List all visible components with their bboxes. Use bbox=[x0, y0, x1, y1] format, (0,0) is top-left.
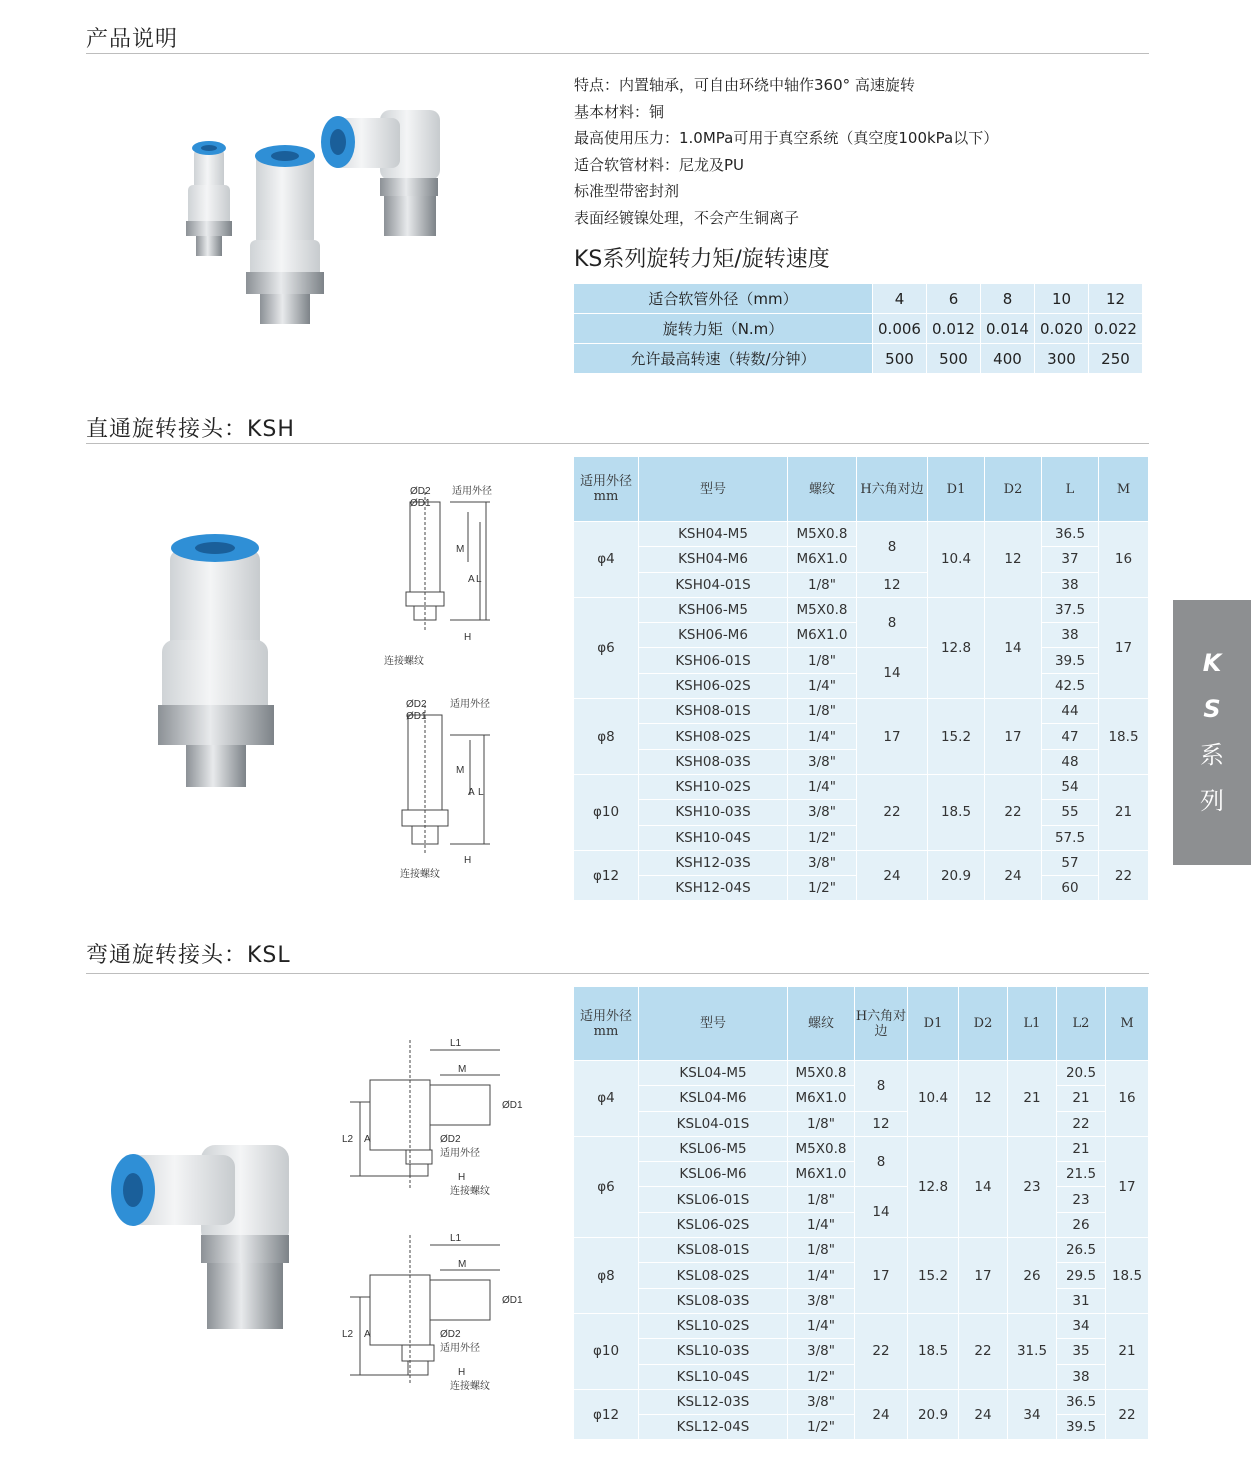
thread-cell: M5X0.8 bbox=[788, 1061, 855, 1086]
drawing-label: A bbox=[468, 574, 475, 585]
col-header: 型号 bbox=[639, 457, 788, 522]
row-label: 旋转力矩（N.m） bbox=[574, 314, 873, 344]
hex-cell: 22 bbox=[855, 1313, 908, 1389]
size-cell: φ4 bbox=[574, 522, 639, 598]
size-cell: φ10 bbox=[574, 1313, 639, 1389]
table-cell: 0.014 bbox=[981, 314, 1035, 344]
D2-cell: 17 bbox=[985, 699, 1042, 775]
model-cell: KSL06-02S bbox=[639, 1212, 788, 1237]
model-cell: KSH08-01S bbox=[639, 699, 788, 724]
hex-cell: 12 bbox=[855, 1111, 908, 1136]
table-cell: 12 bbox=[1089, 284, 1143, 314]
col-header: M bbox=[1106, 987, 1149, 1061]
size-cell: φ8 bbox=[574, 1238, 639, 1314]
M-cell: 22 bbox=[1099, 850, 1149, 901]
drawing-label: ØD1 bbox=[410, 498, 431, 509]
col-header: D1 bbox=[908, 987, 959, 1061]
table-cell: 250 bbox=[1089, 344, 1143, 374]
L2-cell: 20.5 bbox=[1057, 1061, 1106, 1086]
table-row bbox=[574, 344, 1143, 374]
col-header: D2 bbox=[959, 987, 1008, 1061]
M-cell: 21 bbox=[1106, 1313, 1149, 1389]
table-cell: 0.006 bbox=[873, 314, 927, 344]
table-row bbox=[574, 522, 1149, 547]
table-cell: 4 bbox=[873, 284, 927, 314]
L2-cell: 22 bbox=[1057, 1111, 1106, 1136]
D2-cell: 24 bbox=[985, 850, 1042, 901]
feature-item: 表面经镀镍处理，不会产生铜离子 bbox=[574, 208, 800, 227]
features-list bbox=[574, 72, 998, 231]
table-row bbox=[574, 314, 1143, 344]
drawing-label: L2 bbox=[342, 1134, 354, 1145]
D1-cell: 15.2 bbox=[908, 1238, 959, 1314]
L2-cell: 39.5 bbox=[1057, 1415, 1106, 1440]
L1-cell: 31.5 bbox=[1008, 1313, 1057, 1389]
D2-cell: 12 bbox=[959, 1061, 1008, 1137]
model-cell: KSH04-M5 bbox=[639, 522, 788, 547]
hex-cell: 8 bbox=[855, 1061, 908, 1112]
table-row bbox=[574, 572, 1149, 597]
table-cell: 0.020 bbox=[1035, 314, 1089, 344]
thread-cell: M6X1.0 bbox=[788, 547, 857, 572]
L2-cell: 31 bbox=[1057, 1288, 1106, 1313]
L1-cell: 23 bbox=[1008, 1136, 1057, 1237]
thread-cell: M6X1.0 bbox=[788, 623, 857, 648]
hex-cell: 24 bbox=[857, 850, 928, 901]
row-label: 适合软管外径（mm） bbox=[574, 284, 873, 314]
M-cell: 16 bbox=[1106, 1061, 1149, 1137]
table-row bbox=[574, 1136, 1149, 1161]
L-cell: 37 bbox=[1042, 547, 1099, 572]
M-cell: 18.5 bbox=[1099, 699, 1149, 775]
model-cell: KSH06-01S bbox=[639, 648, 788, 673]
D1-cell: 18.5 bbox=[928, 774, 985, 850]
model-cell: KSL08-02S bbox=[639, 1263, 788, 1288]
ksl-drawing-1 bbox=[340, 1030, 530, 1200]
M-cell: 22 bbox=[1106, 1389, 1149, 1440]
model-cell: KSH06-M6 bbox=[639, 623, 788, 648]
hex-cell: 8 bbox=[857, 522, 928, 573]
L-cell: 38 bbox=[1042, 623, 1099, 648]
D1-cell: 10.4 bbox=[928, 522, 985, 598]
table-cell: 0.022 bbox=[1089, 314, 1143, 344]
table-cell: 400 bbox=[981, 344, 1035, 374]
drawing-label: A bbox=[468, 787, 475, 798]
drawing-label: ØD2 bbox=[440, 1329, 461, 1340]
hex-cell: 22 bbox=[857, 774, 928, 850]
feature-item: 最高使用压力：1.0MPa可用于真空系统（真空度100kPa以下） bbox=[574, 129, 999, 147]
L1-cell: 34 bbox=[1008, 1389, 1057, 1440]
model-cell: KSL04-M6 bbox=[639, 1086, 788, 1111]
ksl-drawing-2 bbox=[340, 1225, 530, 1395]
drawing-label: ØD2 bbox=[406, 699, 427, 710]
thread-cell: 3/8" bbox=[788, 1389, 855, 1414]
table-row bbox=[574, 1061, 1149, 1086]
size-cell: φ8 bbox=[574, 699, 639, 775]
col-header: 螺纹 bbox=[788, 457, 857, 522]
L2-cell: 21 bbox=[1057, 1136, 1106, 1161]
drawing-label: 连接螺纹 bbox=[400, 869, 440, 880]
thread-cell: 3/8" bbox=[788, 749, 857, 774]
hex-cell: 14 bbox=[855, 1187, 908, 1238]
D2-cell: 24 bbox=[959, 1389, 1008, 1440]
L-cell: 38 bbox=[1042, 572, 1099, 597]
drawing-label: L1 bbox=[450, 1233, 462, 1244]
model-cell: KSL12-04S bbox=[639, 1415, 788, 1440]
hex-cell: 17 bbox=[857, 699, 928, 775]
thread-cell: 1/8" bbox=[788, 572, 857, 597]
divider bbox=[86, 973, 1149, 974]
divider bbox=[86, 53, 1149, 54]
thread-cell: 1/4" bbox=[788, 1263, 855, 1288]
model-cell: KSL12-03S bbox=[639, 1389, 788, 1414]
D1-cell: 12.8 bbox=[908, 1136, 959, 1237]
L2-cell: 38 bbox=[1057, 1364, 1106, 1389]
thread-cell: 1/2" bbox=[788, 876, 857, 901]
table-cell: 300 bbox=[1035, 344, 1089, 374]
drawing-label: ØD1 bbox=[502, 1295, 523, 1306]
hex-cell: 24 bbox=[855, 1389, 908, 1440]
sidebar-char: 系 bbox=[1200, 741, 1224, 769]
model-cell: KSH10-03S bbox=[639, 800, 788, 825]
thread-cell: 1/8" bbox=[788, 1187, 855, 1212]
size-cell: φ6 bbox=[574, 1136, 639, 1237]
L-cell: 36.5 bbox=[1042, 522, 1099, 547]
L2-cell: 29.5 bbox=[1057, 1263, 1106, 1288]
L-cell: 48 bbox=[1042, 749, 1099, 774]
L-cell: 44 bbox=[1042, 699, 1099, 724]
L-cell: 57 bbox=[1042, 850, 1099, 875]
hex-cell: 14 bbox=[857, 648, 928, 699]
col-header: 适用外径mm bbox=[574, 987, 639, 1061]
col-header: D2 bbox=[985, 457, 1042, 522]
ksl-spec-table bbox=[573, 986, 1149, 1440]
D1-cell: 12.8 bbox=[928, 597, 985, 698]
drawing-label: H bbox=[464, 855, 472, 866]
drawing-label: A bbox=[364, 1134, 371, 1145]
col-header: H六角对边 bbox=[855, 987, 908, 1061]
M-cell: 17 bbox=[1106, 1136, 1149, 1237]
thread-cell: 3/8" bbox=[788, 1339, 855, 1364]
D1-cell: 20.9 bbox=[928, 850, 985, 901]
series-sidebar-tab bbox=[1173, 600, 1251, 865]
drawing-label: H bbox=[464, 632, 472, 643]
D2-cell: 22 bbox=[959, 1313, 1008, 1389]
sidebar-char: 列 bbox=[1200, 787, 1224, 815]
L-cell: 42.5 bbox=[1042, 673, 1099, 698]
L1-cell: 21 bbox=[1008, 1061, 1057, 1137]
divider bbox=[86, 443, 1149, 444]
table-row bbox=[574, 1187, 1149, 1212]
thread-cell: M5X0.8 bbox=[788, 522, 857, 547]
table-row bbox=[574, 1111, 1149, 1136]
drawing-label: 适用外径 bbox=[440, 1148, 480, 1159]
M-cell: 17 bbox=[1099, 597, 1149, 698]
L2-cell: 35 bbox=[1057, 1339, 1106, 1364]
model-cell: KSH04-01S bbox=[639, 572, 788, 597]
D2-cell: 22 bbox=[985, 774, 1042, 850]
ksh-drawing-2 bbox=[380, 695, 510, 885]
table-row bbox=[574, 699, 1149, 724]
model-cell: KSL08-01S bbox=[639, 1238, 788, 1263]
table-row bbox=[574, 774, 1149, 799]
L-cell: 55 bbox=[1042, 800, 1099, 825]
table-header-row bbox=[574, 987, 1149, 1061]
L-cell: 47 bbox=[1042, 724, 1099, 749]
D2-cell: 12 bbox=[985, 522, 1042, 598]
feature-item: 标准型带密封剂 bbox=[574, 182, 680, 200]
col-header: L2 bbox=[1057, 987, 1106, 1061]
drawing-label: M bbox=[456, 765, 465, 776]
model-cell: KSL10-04S bbox=[639, 1364, 788, 1389]
section-title-ksl: 弯通旋转接头：KSL bbox=[86, 943, 291, 968]
M-cell: 18.5 bbox=[1106, 1238, 1149, 1314]
L-cell: 37.5 bbox=[1042, 597, 1099, 622]
L-cell: 39.5 bbox=[1042, 648, 1099, 673]
model-cell: KSL08-03S bbox=[639, 1288, 788, 1313]
table-row bbox=[574, 597, 1149, 622]
D1-cell: 18.5 bbox=[908, 1313, 959, 1389]
col-header: D1 bbox=[928, 457, 985, 522]
L-cell: 60 bbox=[1042, 876, 1099, 901]
D2-cell: 14 bbox=[959, 1136, 1008, 1237]
M-cell: 21 bbox=[1099, 774, 1149, 850]
hex-cell: 12 bbox=[857, 572, 928, 597]
drawing-label: M bbox=[458, 1259, 467, 1270]
drawing-label: 适用外径 bbox=[440, 1343, 480, 1354]
drawing-label: ØD1 bbox=[406, 711, 427, 722]
thread-cell: 1/8" bbox=[788, 648, 857, 673]
thread-cell: 1/4" bbox=[788, 1313, 855, 1338]
table-cell: 0.012 bbox=[927, 314, 981, 344]
model-cell: KSH10-04S bbox=[639, 825, 788, 850]
thread-cell: 1/4" bbox=[788, 724, 857, 749]
model-cell: KSH04-M6 bbox=[639, 547, 788, 572]
hex-cell: 8 bbox=[857, 597, 928, 648]
col-header: L bbox=[1042, 457, 1099, 522]
L2-cell: 26.5 bbox=[1057, 1238, 1106, 1263]
thread-cell: 1/2" bbox=[788, 1364, 855, 1389]
thread-cell: M6X1.0 bbox=[788, 1086, 855, 1111]
drawing-label: L bbox=[476, 574, 482, 585]
size-cell: φ4 bbox=[574, 1061, 639, 1137]
thread-cell: 1/8" bbox=[788, 1111, 855, 1136]
thread-cell: 1/4" bbox=[788, 1212, 855, 1237]
table-cell: 10 bbox=[1035, 284, 1089, 314]
table-row bbox=[574, 1238, 1149, 1263]
drawing-label: L bbox=[478, 787, 484, 798]
L2-cell: 26 bbox=[1057, 1212, 1106, 1237]
feature-item: 基本材料：铜 bbox=[574, 102, 665, 121]
model-cell: KSL10-02S bbox=[639, 1313, 788, 1338]
table-cell: 500 bbox=[873, 344, 927, 374]
L2-cell: 36.5 bbox=[1057, 1389, 1106, 1414]
drawing-label: A bbox=[364, 1329, 371, 1340]
feature-item: 特点：内置轴承，可自由环绕中轴作360° 高速旋转 bbox=[574, 76, 915, 94]
L-cell: 57.5 bbox=[1042, 825, 1099, 850]
ksh-product-photo bbox=[150, 530, 290, 790]
thread-cell: 3/8" bbox=[788, 850, 857, 875]
section-title-ksh: 直通旋转接头：KSH bbox=[86, 417, 295, 442]
col-header: M bbox=[1099, 457, 1149, 522]
drawing-label: H bbox=[458, 1367, 466, 1378]
drawing-label: ØD1 bbox=[502, 1100, 523, 1111]
model-cell: KSL04-01S bbox=[639, 1111, 788, 1136]
model-cell: KSL06-M6 bbox=[639, 1162, 788, 1187]
thread-cell: M6X1.0 bbox=[788, 1162, 855, 1187]
L2-cell: 23 bbox=[1057, 1187, 1106, 1212]
drawing-label: M bbox=[456, 544, 465, 555]
model-cell: KSL10-03S bbox=[639, 1339, 788, 1364]
table-header-row bbox=[574, 457, 1149, 522]
drawing-label: L2 bbox=[342, 1329, 354, 1340]
size-cell: φ12 bbox=[574, 1389, 639, 1440]
col-header: 螺纹 bbox=[788, 987, 855, 1061]
thread-cell: 1/8" bbox=[788, 1238, 855, 1263]
L1-cell: 26 bbox=[1008, 1238, 1057, 1314]
drawing-label: 连接螺纹 bbox=[384, 656, 424, 667]
table-cell: 500 bbox=[927, 344, 981, 374]
hex-cell: 17 bbox=[855, 1238, 908, 1314]
model-cell: KSH10-02S bbox=[639, 774, 788, 799]
model-cell: KSH06-M5 bbox=[639, 597, 788, 622]
thread-cell: 1/4" bbox=[788, 673, 857, 698]
thread-cell: M5X0.8 bbox=[788, 1136, 855, 1161]
thread-cell: 1/2" bbox=[788, 1415, 855, 1440]
ksh-spec-table bbox=[573, 456, 1149, 901]
model-cell: KSL06-M5 bbox=[639, 1136, 788, 1161]
D1-cell: 15.2 bbox=[928, 699, 985, 775]
L-cell: 54 bbox=[1042, 774, 1099, 799]
M-cell: 16 bbox=[1099, 522, 1149, 598]
ksh-drawing-1 bbox=[380, 482, 510, 672]
table-cell: 6 bbox=[927, 284, 981, 314]
table-row bbox=[574, 850, 1149, 875]
hex-cell: 8 bbox=[855, 1136, 908, 1187]
drawing-label: ØD2 bbox=[410, 486, 431, 497]
drawing-label: ØD2 bbox=[440, 1134, 461, 1145]
thread-cell: 1/8" bbox=[788, 699, 857, 724]
table-row bbox=[574, 648, 1149, 673]
col-header: 适用外径mm bbox=[574, 457, 639, 522]
L2-cell: 21 bbox=[1057, 1086, 1106, 1111]
size-cell: φ6 bbox=[574, 597, 639, 698]
model-cell: KSH08-03S bbox=[639, 749, 788, 774]
thread-cell: M5X0.8 bbox=[788, 597, 857, 622]
drawing-label: 适用外径 bbox=[450, 699, 490, 710]
sidebar-letter: S bbox=[1203, 695, 1221, 723]
D2-cell: 17 bbox=[959, 1238, 1008, 1314]
torque-table-title: KS系列旋转力矩/旋转速度 bbox=[574, 247, 830, 272]
model-cell: KSH08-02S bbox=[639, 724, 788, 749]
model-cell: KSH12-03S bbox=[639, 850, 788, 875]
col-header: 型号 bbox=[639, 987, 788, 1061]
drawing-label: H bbox=[458, 1172, 466, 1183]
D1-cell: 10.4 bbox=[908, 1061, 959, 1137]
thread-cell: 3/8" bbox=[788, 1288, 855, 1313]
model-cell: KSL06-01S bbox=[639, 1187, 788, 1212]
drawing-label: 适用外径 bbox=[452, 486, 492, 497]
model-cell: KSH12-04S bbox=[639, 876, 788, 901]
model-cell: KSH06-02S bbox=[639, 673, 788, 698]
col-header: H六角对边 bbox=[857, 457, 928, 522]
D1-cell: 20.9 bbox=[908, 1389, 959, 1440]
D2-cell: 14 bbox=[985, 597, 1042, 698]
sidebar-letter: K bbox=[1202, 649, 1222, 677]
table-row bbox=[574, 284, 1143, 314]
row-label: 允许最高转速（转数/分钟） bbox=[574, 344, 873, 374]
drawing-label: M bbox=[458, 1064, 467, 1075]
drawing-label: 连接螺纹 bbox=[450, 1186, 490, 1197]
col-header: L1 bbox=[1008, 987, 1057, 1061]
thread-cell: 1/2" bbox=[788, 825, 857, 850]
L2-cell: 21.5 bbox=[1057, 1162, 1106, 1187]
thread-cell: 3/8" bbox=[788, 800, 857, 825]
torque-table bbox=[573, 283, 1143, 374]
product-photo-group bbox=[180, 100, 460, 330]
model-cell: KSL04-M5 bbox=[639, 1061, 788, 1086]
table-row bbox=[574, 1313, 1149, 1338]
L2-cell: 34 bbox=[1057, 1313, 1106, 1338]
feature-item: 适合软管材料：尼龙及PU bbox=[574, 155, 745, 174]
drawing-label: L1 bbox=[450, 1038, 462, 1049]
size-cell: φ12 bbox=[574, 850, 639, 901]
section-title-product: 产品说明 bbox=[86, 27, 179, 52]
drawing-label: 连接螺纹 bbox=[450, 1381, 490, 1392]
ksl-product-photo bbox=[105, 1135, 305, 1335]
size-cell: φ10 bbox=[574, 774, 639, 850]
table-cell: 8 bbox=[981, 284, 1035, 314]
table-row bbox=[574, 1389, 1149, 1414]
thread-cell: 1/4" bbox=[788, 774, 857, 799]
